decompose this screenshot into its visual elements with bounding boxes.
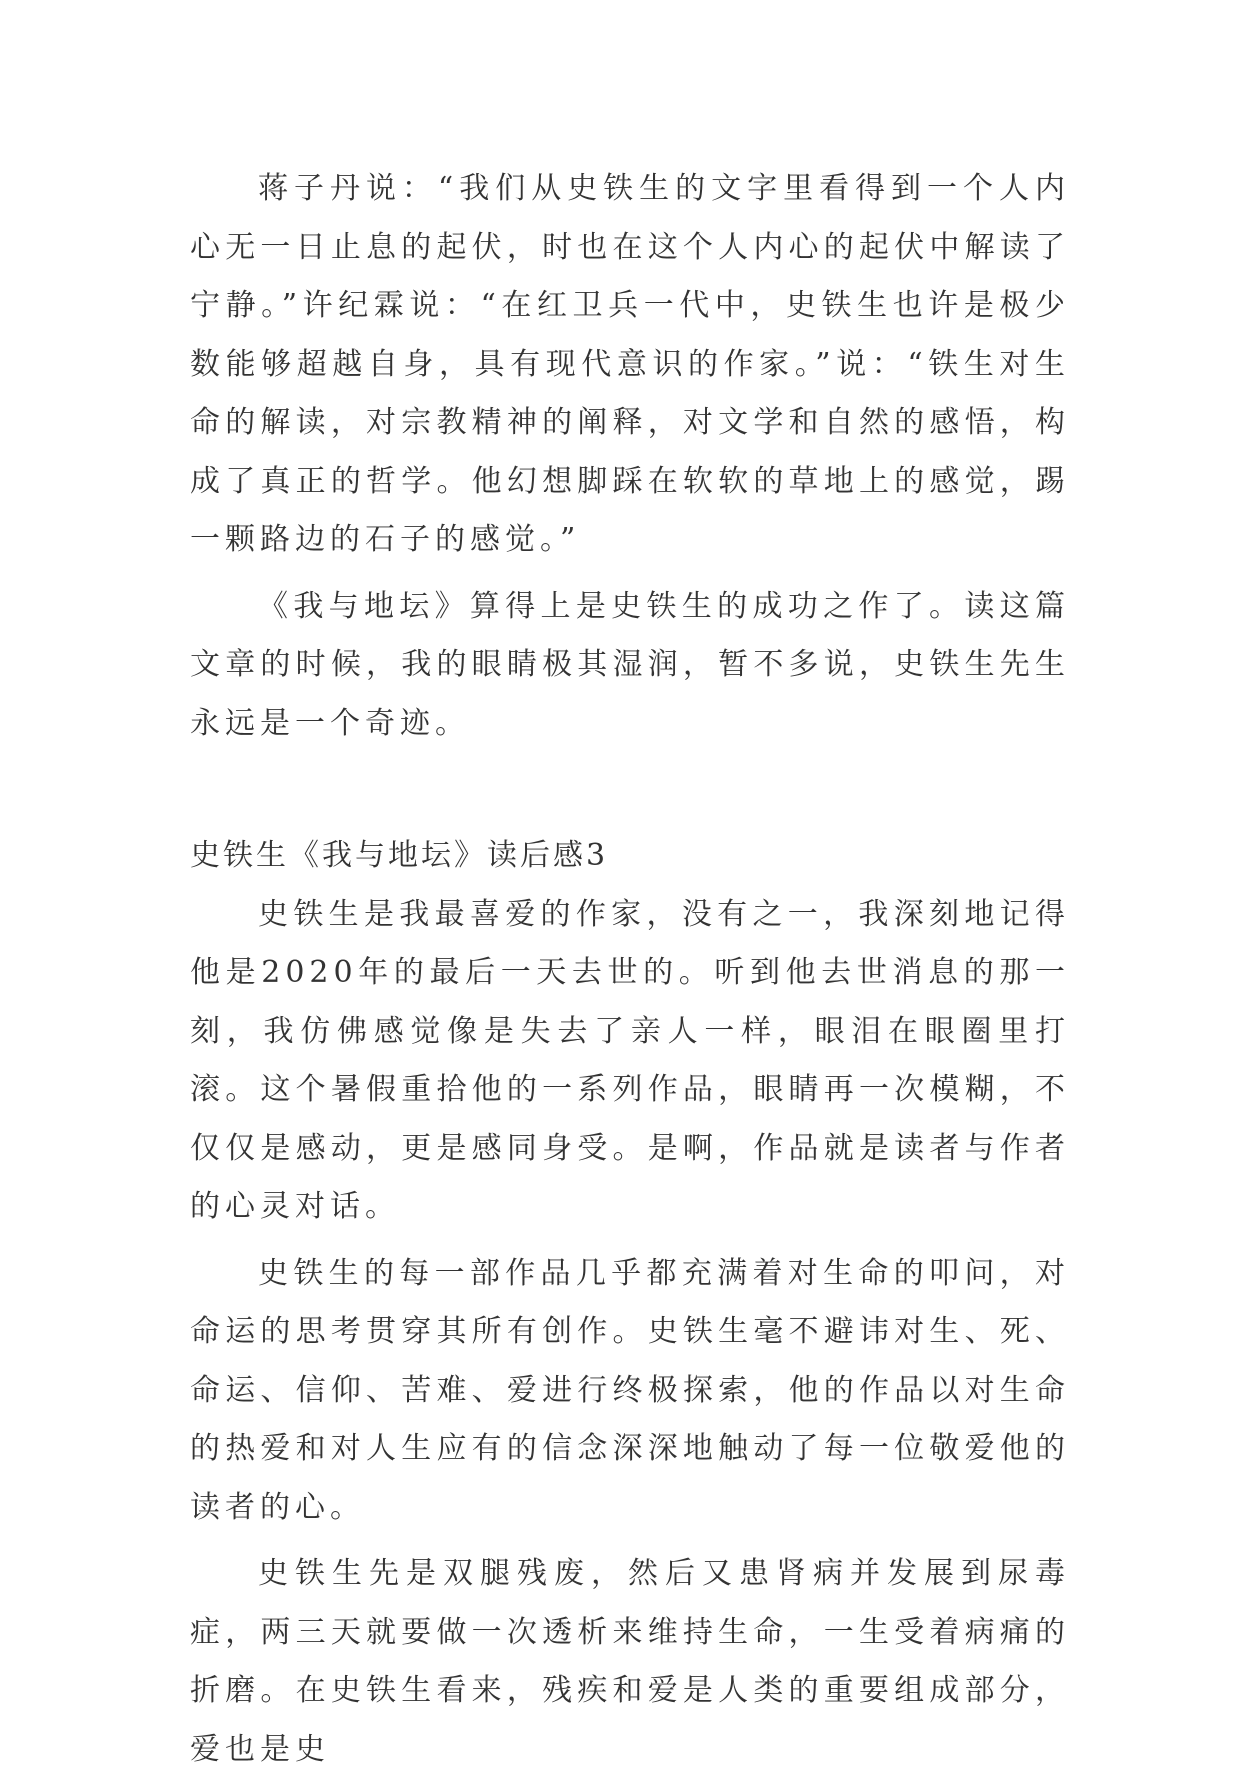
paragraph-masterpiece: 《我与地坛》算得上是史铁生的成功之作了。读这篇文章的时候，我的眼睛极其湿润，暂不多说，史铁生先生永远是一个奇迹。: [190, 588, 1070, 741]
paragraph-life-questions: 史铁生的每一部作品几乎都充满着对生命的叩问，对命运的思考贯穿其所有创作。史铁生毫不避讳对生、死、命运、信仰、苦难、爱进行终极探索，他的作品以对生命的热爱和对人生应有的信念深深地触动了每一位敬爱他的读者的心。: [190, 1255, 1070, 1525]
paragraph-favorite-author: 史铁生是我最喜爱的作家，没有之一，我深刻地记得他是2020年的最后一天去世的。听到他去世消息的那一刻，我仿佛感觉像是失去了亲人一样，眼泪在眼圈里打滚。这个暑假重拾他的一系列作品，眼睛再一次模糊，不仅仅是感动，更是感同身受。是啊，作品就是读者与作者的心灵对话。: [190, 896, 1070, 1224]
document-body: [190, 160, 1070, 1779]
section-heading: 史铁生《我与地坛》读后感3: [190, 838, 609, 873]
paragraph-illness: 史铁生先是双腿残废，然后又患肾病并发展到尿毒症，两三天就要做一次透析来维持生命，一生受着病痛的折磨。在史铁生看来，残疾和爱是人类的重要组成部分，爱也是史: [190, 1556, 1070, 1767]
paragraph-quotes: 蒋子丹说：“我们从史铁生的文字里看得到一个人内心无一日止息的起伏，时也在这个人内心的起伏中解读了宁静。”许纪霖说：“在红卫兵一代中，史铁生也许是极少数能够超越自身，具有现代意识的作家。”说：“铁生对生命的解读，对宗教精神的阐释，对文学和自然的感悟，构成了真正的哲学。他幻想脚踩在软软的草地上的感觉，踢一颗路边的石子的感觉。”: [190, 171, 1070, 557]
